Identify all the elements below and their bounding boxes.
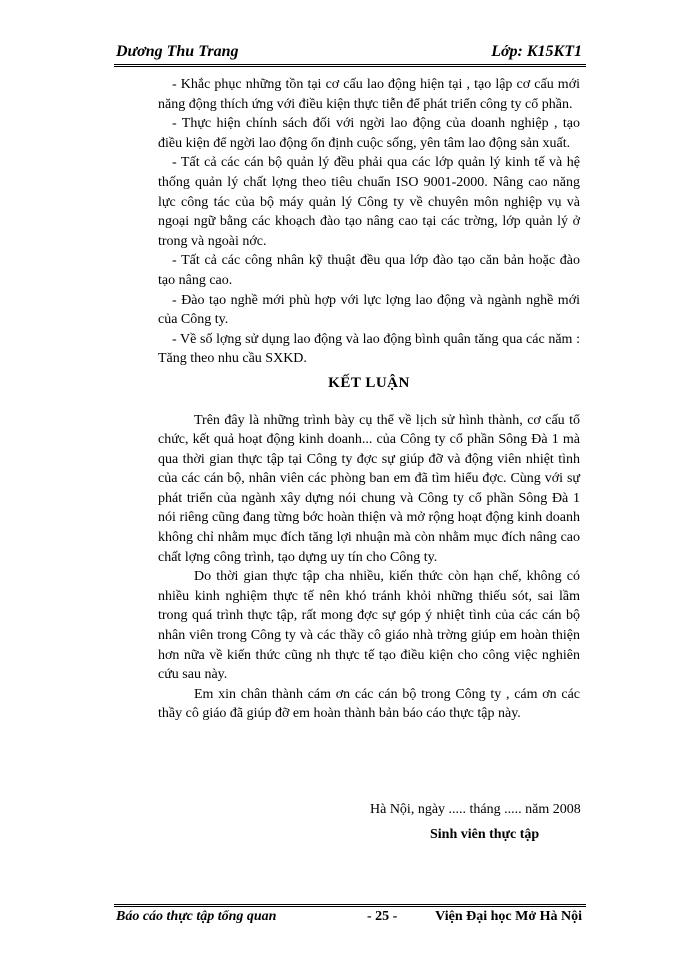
bullet-item: - Thực hiện chính sách đối với ngời lao động của doanh nghiệp , tạo điều kiện để ngời lao động ổn định cuộc sống, yên tâm lao động sản xuất. bbox=[158, 116, 580, 151]
institute-name: Viện Đại học Mở Hà Nội bbox=[435, 909, 582, 924]
report-title: Báo cáo thực tập tổng quan bbox=[116, 909, 277, 924]
bullet-item: - Tất cả các công nhân kỹ thuật đều qua lớp đào tạo căn bản hoặc đào tạo nâng cao. bbox=[158, 253, 580, 288]
page-number: - 25 - bbox=[367, 909, 398, 924]
class-label: Lớp: K15KT1 bbox=[491, 43, 582, 60]
signer-role: Sinh viên thực tập bbox=[430, 827, 540, 842]
page-header bbox=[114, 40, 586, 67]
signature-block bbox=[370, 800, 581, 845]
conclusion-paragraph: Do thời gian thực tập cha nhiều, kiến thức còn hạn chế, không có nhiều kinh nghiệm thực tế nên khó tránh khỏi những thiếu sót, sai lầm trong quá trình thực tập, rất mong đợc sự góp ý nhiệt tình của các cán bộ nhân viên trong Công ty và các thầy cô giáo nhà trờng giúp em hoàn thiện hơn nữa về kiến thức cũng nh thực tế tạo điều kiện cho công việc nghiên cứu sau này. bbox=[158, 569, 580, 683]
bullet-item: - Tất cả các cán bộ quản lý đều phải qua các lớp quản lý kinh tế và hệ thống quản lý chất lợng theo tiêu chuẩn ISO 9001-2000. Nâng cao năng lực công tác của bộ máy quản lý Công ty về chuyên môn nghiệp vụ và ngoại ngữ bằng các khoạch đào tạo nâng cao tại các trờng, lớp quản lý ở trong và ngoài nớc. bbox=[158, 155, 580, 249]
conclusion-paragraph: Em xin chân thành cám ơn các cán bộ trong Công ty , cám ơn các thầy cô giáo đã giúp đỡ em hoàn thành bản báo cáo thực tập này. bbox=[158, 686, 580, 722]
page-footer bbox=[114, 904, 586, 929]
place-date: Hà Nội, ngày ..... tháng ..... năm 2008 bbox=[370, 802, 581, 817]
conclusion-heading: KẾT LUẬN bbox=[328, 374, 410, 391]
bullet-item: - Về số lợng sử dụng lao động và lao động bình quân tăng qua các năm : Tăng theo nhu cầu SXKD. bbox=[158, 331, 580, 367]
document-body bbox=[158, 75, 580, 724]
author-name: Dương Thu Trang bbox=[116, 43, 239, 60]
conclusion-paragraph: Trên đây là những trình bày cụ thể về lịch sử hình thành, cơ cấu tổ chức, kết quả hoạt động kinh doanh... của Công ty cổ phần Sông Đà 1 mà qua thời gian thực tập tại Công ty đợc sự giúp đỡ và động viên nhiệt tình của các cán bộ, nhân viên các phòng ban em đã tìm hiểu đợc. Cùng với sự phát triển của ngành xây dựng nói chung và Công ty cổ phần Sông Đà 1 nói riêng cũng đang từng bớc hoàn thiện và mở rộng hoạt động kinh doanh không chỉ nhằm mục đích tăng lợi nhuận mà còn nhằm mục đích nâng cao chất lợng công trình, tạo dựng uy tín cho Công ty. bbox=[158, 412, 580, 565]
bullet-item: - Đào tạo nghề mới phù hợp với lực lợng lao động và ngành nghề mới của Công ty. bbox=[158, 292, 580, 328]
bullet-item: - Khắc phục những tồn tại cơ cấu lao động hiện tại , tạo lập cơ cấu mới năng động thích ứng với điều kiện thực tiễn để phát triển công ty cổ phần. bbox=[158, 77, 580, 112]
